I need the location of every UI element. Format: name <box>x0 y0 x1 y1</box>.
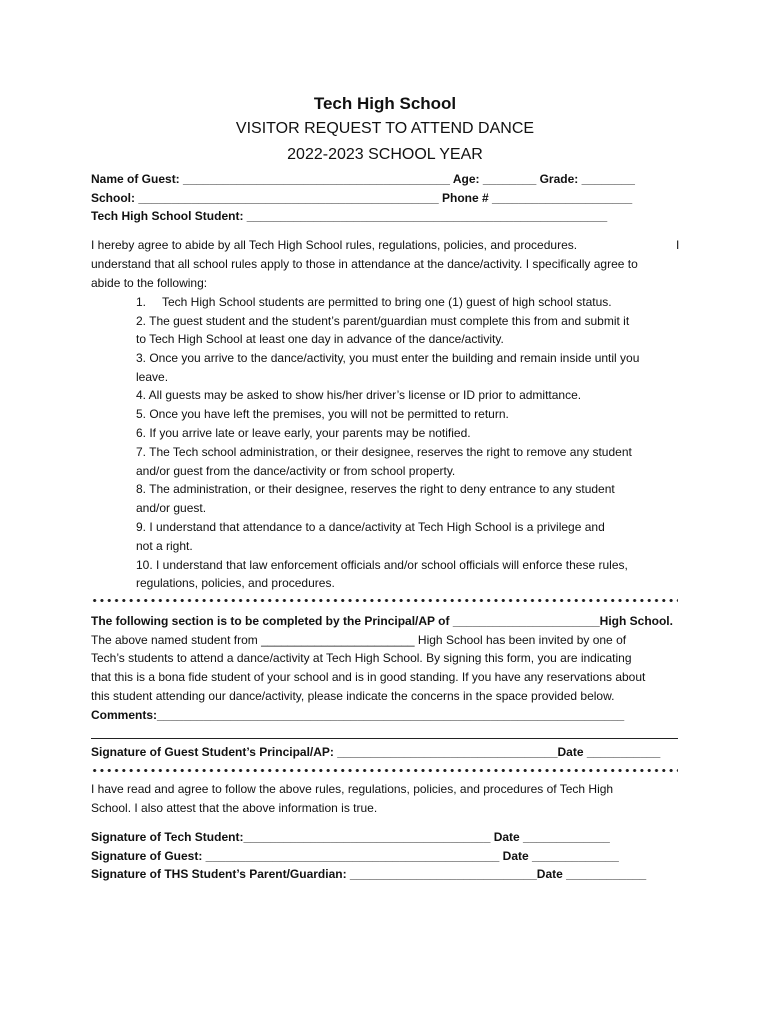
parent-signature-line[interactable]: Signature of THS Student’s Parent/Guardian: ____________________________Date ____________ <box>91 867 647 881</box>
principal-signature-line[interactable]: Signature of Guest Student’s Principal/AP: _________________________________Date ___________ <box>91 745 661 759</box>
rule-1: Tech High School students are permitted to bring one (1) guest of high school status. <box>162 295 612 309</box>
attestation-line-1: I have read and agree to follow the above rules, regulations, policies, and procedures of Tech High <box>91 782 614 796</box>
rule-10-line-1: 10. I understand that law enforcement officials and/or school officials will enforce these rules, <box>136 558 628 572</box>
rule-2-line-1: 2. The guest student and the student’s parent/guardian must complete this from and submit it <box>136 314 630 328</box>
rule-3-line-2: leave. <box>136 370 169 384</box>
comments-field[interactable]: Comments:______________________________________________________________________ <box>91 708 625 722</box>
rule-6: 6. If you arrive late or leave early, your parents may be notified. <box>136 426 471 440</box>
rule-8-line-2: and/or guest. <box>136 501 207 515</box>
guest-signature-line[interactable]: Signature of Guest: ____________________________________________ Date _____________ <box>91 849 619 863</box>
principal-para-line-2: Tech’s students to attend a dance/activity at Tech High School. By signing this form, you are indicating <box>91 651 632 665</box>
rule-1-number: 1. <box>136 295 147 309</box>
attestation-line-2: School. I also attest that the above information is true. <box>91 801 378 815</box>
rule-4: 4. All guests may be asked to show his/her driver’s license or ID prior to admittance. <box>136 388 582 402</box>
rule-2-line-2: to Tech High School at least one day in advance of the dance/activity. <box>136 332 504 346</box>
rule-9-line-1: 9. I understand that attendance to a dance/activity at Tech High School is a privilege and <box>136 520 605 534</box>
rule-9-line-2: not a right. <box>136 539 193 553</box>
principal-para-line-1[interactable]: The above named student from _______________________ High School has been invited by one of <box>91 633 627 647</box>
comments-second-line[interactable] <box>91 738 678 739</box>
dotted-divider-2 <box>91 768 678 773</box>
rule-8-line-1: 8. The administration, or their designee, reserves the right to deny entrance to any student <box>136 482 615 496</box>
tech-student-line[interactable]: Tech High School Student: ______________________________________________________ <box>91 209 608 223</box>
rule-10-line-2: regulations, policies, and procedures. <box>136 576 335 590</box>
rule-5: 5. Once you have left the premises, you will not be permitted to return. <box>136 407 509 421</box>
principal-para-line-3: that this is a bona fide student of your school and is in good standing. If you have any reservations about <box>91 670 646 684</box>
school-title: Tech High School <box>313 94 457 113</box>
form-title: VISITOR REQUEST TO ATTEND DANCE <box>235 120 535 137</box>
rule-7-line-1: 7. The Tech school administration, or their designee, reserves the right to remove any student <box>136 445 632 459</box>
agreement-intro-line-1-end: I <box>676 238 680 252</box>
rule-3-line-1: 3. Once you arrive to the dance/activity, you must enter the building and remain inside until you <box>136 351 640 365</box>
principal-section-heading[interactable]: The following section is to be completed by the Principal/AP of ______________________High School. <box>91 614 673 628</box>
guest-school-phone-line[interactable]: School: _____________________________________________ Phone # _____________________ <box>91 191 633 205</box>
school-year: 2022-2023 SCHOOL YEAR <box>287 146 483 163</box>
tech-student-signature-line[interactable]: Signature of Tech Student:_____________________________________ Date _____________ <box>91 830 610 844</box>
agreement-intro-line-1: I hereby agree to abide by all Tech High School rules, regulations, policies, and procedures. <box>91 238 578 252</box>
dotted-divider <box>91 598 678 603</box>
agreement-intro-line-2: understand that all school rules apply to those in attendance at the dance/activity. I specifically agree to <box>91 257 638 271</box>
guest-name-age-grade-line[interactable]: Name of Guest: ________________________________________ Age: ________ Grade: ________ <box>91 172 635 186</box>
agreement-intro-line-3: abide to the following: <box>91 276 208 290</box>
principal-para-line-4: this student attending our dance/activity, please indicate the concerns in the space provided below. <box>91 689 615 703</box>
rule-7-line-2: and/or guest from the dance/activity or from school property. <box>136 464 456 478</box>
